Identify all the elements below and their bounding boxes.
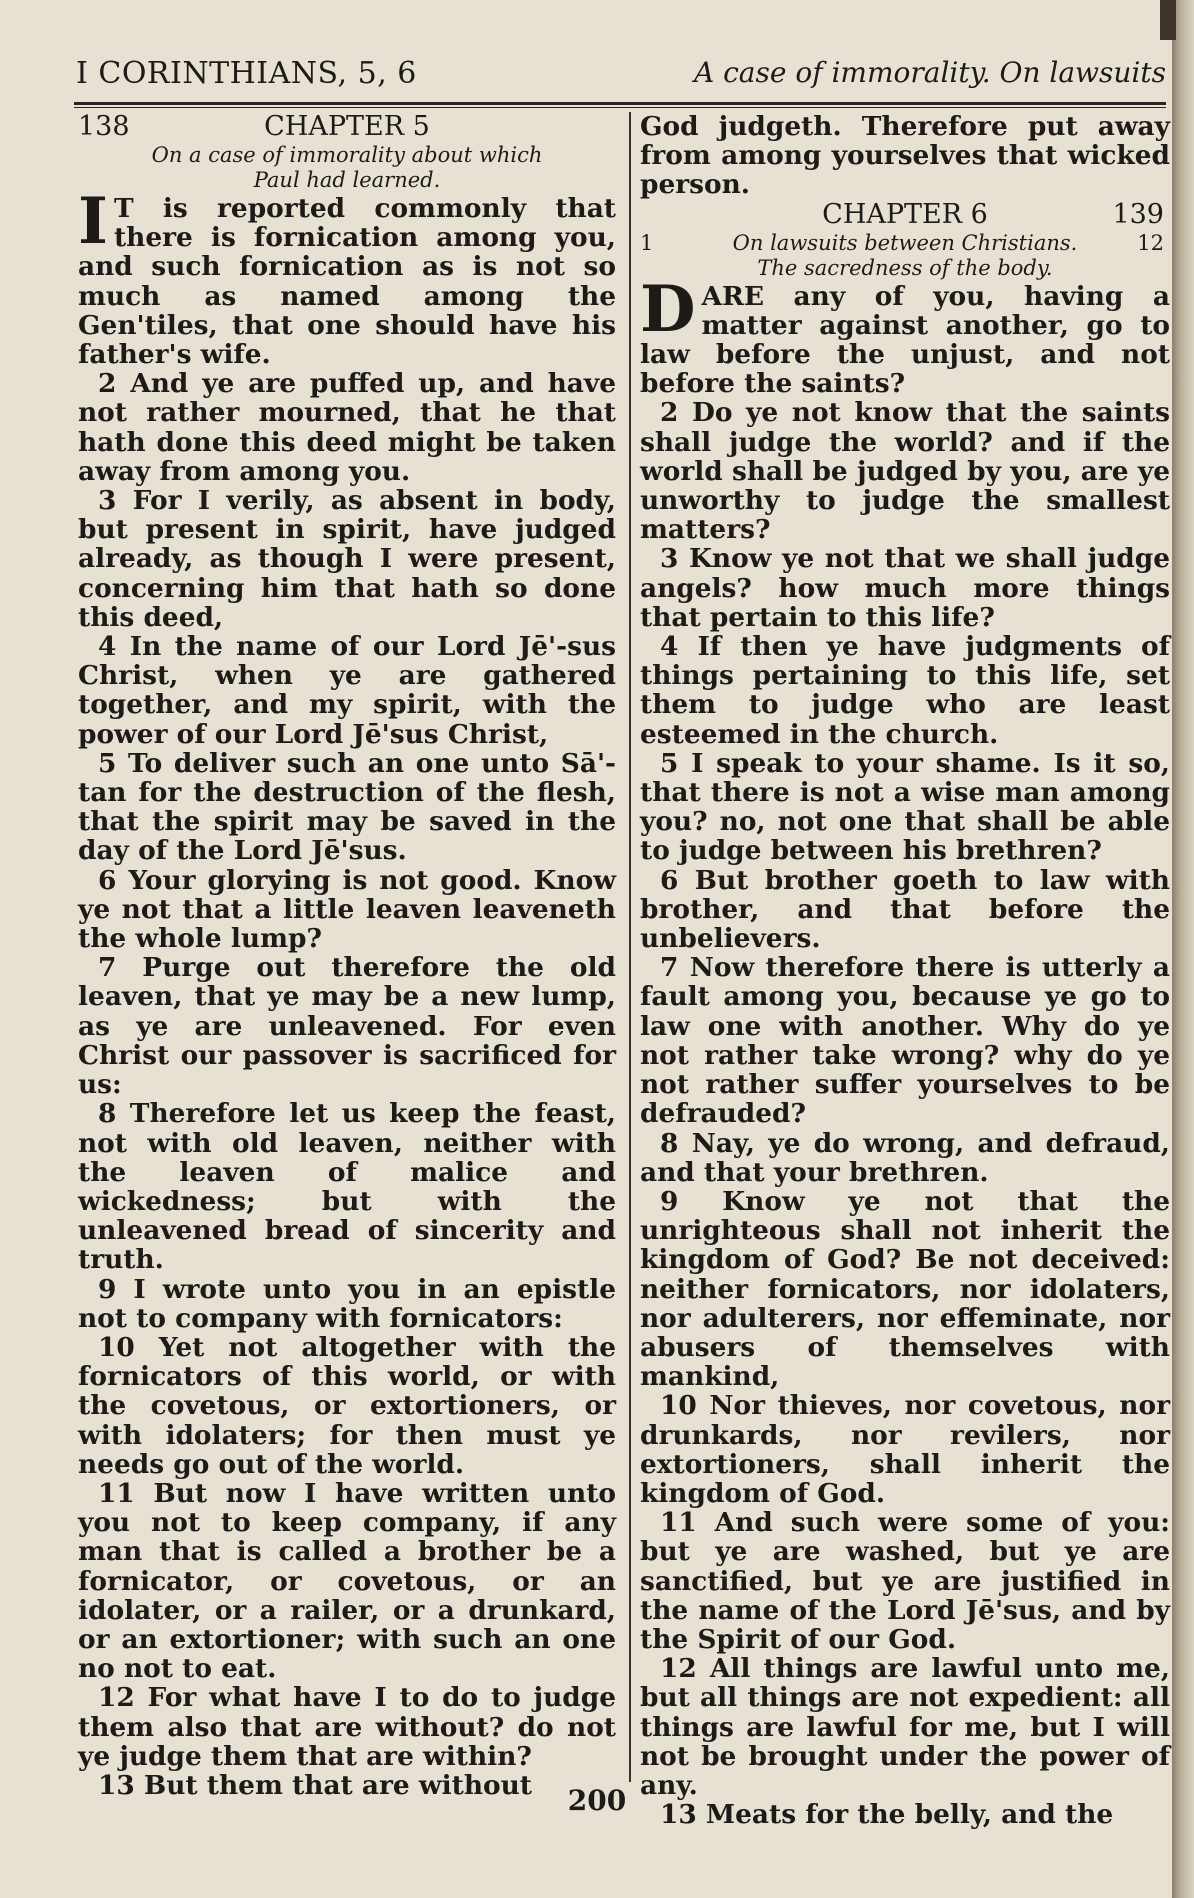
verse-6-10: 10 Nor thieves, nor covetous, nor drunkards, nor revilers, nor extortioners, shall inherit the kingdom of God. — [640, 1390, 1170, 1509]
page-edge-tab — [1160, 0, 1176, 40]
verse-6-3: 3 Know ye not that we shall judge angels? how much more things that pertain to this life? — [640, 543, 1170, 633]
verse-6-9: 9 Know ye not that the unrighteous shall not inherit the kingdom of God? Be not deceived: neither fornicators, nor idolaters, nor adulterers, nor effeminate, nor abusers of themselves with mankind, — [640, 1185, 1170, 1393]
verse-5-5: 5 To deliver such an one unto Sā'-tan for the destruction of the flesh, that the spirit may be saved in the day of the Lord Jē'sus. — [78, 747, 616, 867]
page-number: 200 — [567, 1784, 627, 1817]
chapter-6-title: CHAPTER 6 — [822, 198, 988, 230]
chapter-5-heading — [78, 112, 616, 144]
header-rule-thin — [74, 107, 1166, 108]
verse-6-8: 8 Nay, ye do wrong, and defraud, and that your brethren. — [640, 1127, 1170, 1188]
summary-text-1: On lawsuits between Christians. — [732, 230, 1078, 255]
chapter-6-heading — [640, 200, 1170, 232]
verse-6-7: 7 Now therefore there is utterly a fault among you, because ye go to law one with another. Why do ye not rather take wrong? why do ye not rather suffer yourselves to be defrauded? — [640, 952, 1170, 1130]
verse-5-6: 6 Your glorying is not good. Know ye not that a little leaven leaveneth the whole lump? — [78, 864, 616, 955]
header-rule — [74, 102, 1166, 105]
running-header — [76, 56, 1166, 100]
verse-5-2: 2 And ye are puffed up, and have not rather mourned, that he that hath done this deed might be taken away from among you. — [78, 368, 616, 487]
verse-6-13: 13 Meats for the belly, and the — [660, 1799, 1114, 1831]
verse-5-8: 8 Therefore let us keep the feast, not with old leaven, neither with the leaven of malice and wickedness; but with the unleavened bread of sincerity and truth. — [78, 1098, 616, 1276]
verse-6-1 — [640, 271, 1170, 400]
verse-6-2: 2 Do ye not know that the saints shall judge the world? and if the world shall be judged by you, are ye unworthy to judge the smallest matters? — [640, 397, 1170, 546]
verse-5-11: 11 But now I have written unto you not to keep company, if any man that is called a brother be a fornicator, or covetous, or an idolater, or a railer, or a drunkard, or an extortioner; with such an one no not to eat. — [78, 1477, 616, 1685]
verse-5-1 — [78, 184, 616, 371]
verse-5-9: 9 I wrote unto you in an epistle not to company with fornicators: — [78, 1273, 616, 1334]
column-divider — [629, 112, 631, 1782]
verse-5-13-continuation: God judgeth. Therefore put away from among yourselves that wicked person. — [640, 111, 1170, 201]
chapter-6-number: 139 — [1112, 198, 1164, 230]
dropcap-d: D — [640, 271, 696, 347]
header-book-chapter: I CORINTHIANS, 5, 6 — [76, 56, 417, 91]
verse-6-12: 12 All things are lawful unto me, but all things are not expedient: all things are lawful for me, but I will not be brought under the power of any. — [640, 1653, 1170, 1801]
verse-6-1-text: ARE any of you, having a matter against another, go to law before the unjust, and not before the saints? — [640, 280, 1170, 400]
chapter-6-summary-line2: The sacredness of the body. — [757, 255, 1053, 280]
right-column — [640, 111, 1170, 1831]
summary-verse-ref-12: 12 — [1137, 230, 1164, 255]
verse-5-4: 4 In the name of our Lord Jē'-sus Christ, when ye are gathered together, and my spirit, with the power of our Lord Jē'sus Christ, — [78, 631, 616, 750]
left-column — [78, 111, 616, 1801]
verse-6-5: 5 I speak to your shame. Is it so, that there is not a wise man among you? no, not one that shall be able to judge between his brethren? — [640, 747, 1170, 867]
chapter-5-summary-line2: Paul had learned. — [253, 168, 441, 192]
verse-5-3: 3 For I verily, as absent in body, but present in spirit, have judged already, as though I were present, concerning him that hath so done this deed, — [78, 485, 616, 633]
verse-5-12: 12 For what have I to do to judge them also that are without? do not ye judge them that are within? — [78, 1682, 616, 1772]
chapter-6-summary-line1 — [640, 232, 1170, 255]
dropcap-i: I — [78, 184, 108, 259]
verse-5-13: 13 But them that are without — [98, 1769, 533, 1801]
chapter-5-title: CHAPTER 5 — [264, 111, 430, 142]
summary-verse-ref-1: 1 — [640, 230, 654, 255]
verse-6-6: 6 But brother goeth to law with brother, and that before the unbelievers. — [640, 864, 1170, 955]
page-edge — [1172, 0, 1194, 1898]
verse-6-11: 11 And such were some of you: but ye are washed, but ye are sanctified, but ye are justified in the name of the Lord Jē'sus, and by the Spirit of our God. — [640, 1507, 1170, 1655]
verse-5-7: 7 Purge out therefore the old leaven, that ye may be a new lump, as ye are unleavened. For even Christ our passover is sacrificed for us: — [78, 952, 616, 1101]
header-topic: A case of immorality. On lawsuits — [694, 56, 1166, 89]
chapter-5-summary-line1: On a case of immorality about which — [151, 143, 543, 167]
verse-5-10: 10 Yet not altogether with the fornicators of this world, or with the covetous, or extortioners, or with idolaters; for then must ye needs go out of the world. — [78, 1331, 616, 1480]
verse-5-1-text: T is reported commonly that there is fornication among you, and such fornication as is not so much as named among the Gen'tiles, that one should have his father's wife. — [78, 193, 616, 371]
verse-6-4: 4 If then ye have judgments of things pertaining to this life, set them to judge who are least esteemed in the church. — [640, 631, 1170, 750]
chapter-5-number: 138 — [78, 111, 130, 142]
